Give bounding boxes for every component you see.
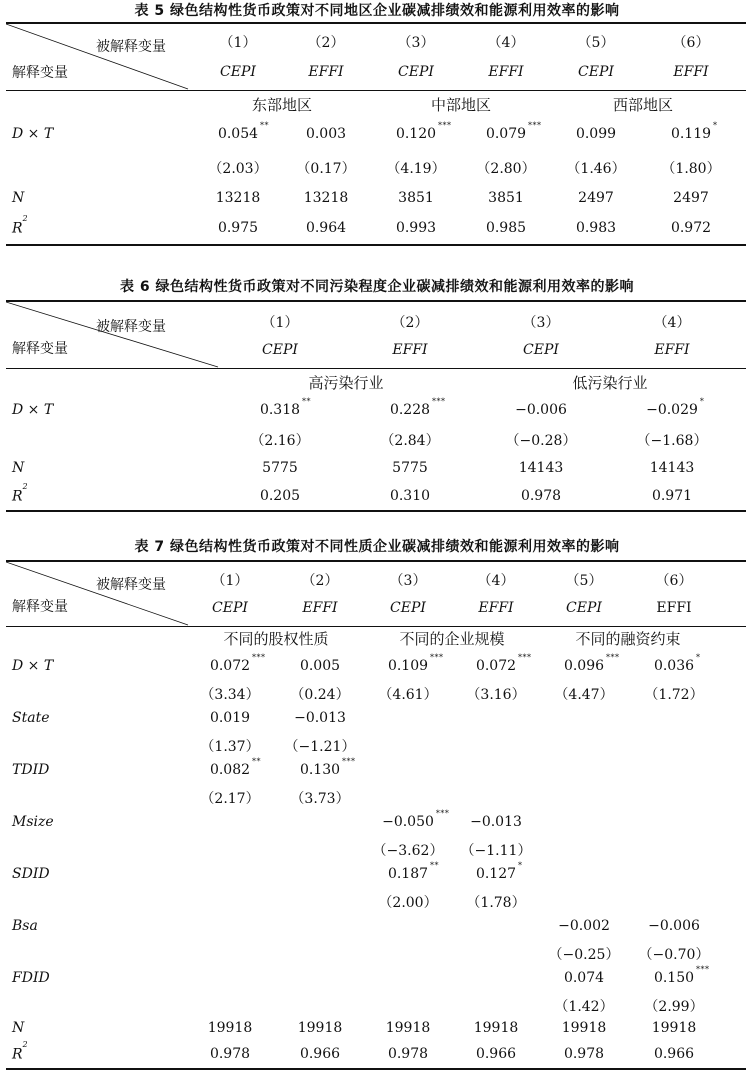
table7-msize-label: Msize: [12, 814, 54, 830]
table7-msize-value: −0.013: [470, 814, 522, 830]
table5-dt-value: 0.003: [305, 126, 347, 142]
table6-dt-label: D × T: [12, 402, 54, 418]
table7-bsa-value: −0.006: [648, 918, 700, 934]
table5-col-var: EFFI: [308, 64, 344, 80]
table5-r2-value: 0.983: [575, 220, 617, 236]
table5-n-value: 3851: [488, 190, 524, 206]
table7-sdid-value: 0.187 **: [387, 861, 440, 882]
table7-msize-tstat: （−1.11）: [460, 843, 532, 859]
table6-dt-tstat: （−1.68）: [636, 433, 708, 449]
table7-bsa-value: −0.002: [558, 918, 610, 934]
table6-col-var: EFFI: [392, 342, 428, 358]
table7-bsa-label: Bsa: [12, 918, 38, 934]
table5-explanatory-header: 解释变量: [12, 65, 68, 81]
table6-dt-value: 0.228 ***: [389, 397, 446, 418]
table7-r2-label: $R^2$: [12, 1040, 28, 1063]
table6-dt-tstat: （−0.28）: [505, 433, 577, 449]
table7-fdid-tstat: （1.42）: [554, 999, 614, 1015]
table5-r2-value: 0.975: [217, 220, 259, 236]
table5-col-num: （1）: [219, 35, 257, 51]
table5-dependent-header: 被解释变量: [96, 39, 166, 55]
table7-tdid-value: 0.130 ***: [299, 757, 356, 778]
table7-sdid-tstat: （1.78）: [466, 895, 526, 911]
table5: [6, 22, 746, 248]
table7-r2-value: 0.978: [387, 1046, 429, 1062]
table7-state-label: State: [12, 710, 50, 726]
table6-dt-value: 0.318 **: [259, 397, 312, 418]
table5-col-num: （4）: [487, 35, 525, 51]
table5-r2-label: $R^2$: [12, 214, 28, 237]
table5-r2-value: 0.972: [670, 220, 712, 236]
table7-col-num: （6）: [655, 573, 693, 589]
table7-col-num: （5）: [565, 573, 603, 589]
table7-tdid-tstat: （3.73）: [290, 791, 350, 807]
table5-bottom-rule: [6, 244, 746, 246]
table7-fdid-tstat: （2.99）: [644, 999, 704, 1015]
table7-sdid-tstat: （2.00）: [378, 895, 438, 911]
table7-dt-tstat: （3.16）: [466, 687, 526, 703]
table6-bottom-rule: [6, 510, 746, 512]
table6-r2-value: 0.978: [520, 488, 562, 504]
table7-col-var: EFFI: [656, 600, 692, 616]
table6-col-num: （3）: [522, 315, 560, 331]
table6-dt-tstat: （2.84）: [380, 433, 440, 449]
table5-group-label: 东部地区: [251, 96, 312, 114]
table7-col-var: CEPI: [390, 600, 426, 616]
table5-dt-tstat: （2.80）: [476, 161, 536, 177]
table5-dt-value: 0.054 **: [217, 121, 270, 142]
table6-n-value: 14143: [518, 460, 564, 476]
table5-r2-value: 0.964: [305, 220, 347, 236]
table5-dt-value: 0.099: [575, 126, 617, 142]
table7-tdid-value: 0.082 **: [209, 757, 262, 778]
table5-col-num: （6）: [672, 35, 710, 51]
table7-n-value: 19918: [207, 1020, 253, 1036]
table5-dt-tstat: （0.17）: [296, 161, 356, 177]
table5-col-var: CEPI: [398, 64, 434, 80]
table7-dt-tstat: （4.61）: [378, 687, 438, 703]
table5-dt-tstat: （1.46）: [566, 161, 626, 177]
table6-dt-value: −0.006: [515, 402, 567, 418]
table7-col-var: EFFI: [302, 600, 338, 616]
table7-dt-tstat: （1.72）: [644, 687, 704, 703]
table7-bottom-rule: [6, 1068, 746, 1070]
table7-group-label: 不同的股权性质: [223, 630, 329, 648]
table5-n-value: 13218: [303, 190, 349, 206]
table7-col-num: （3）: [389, 573, 427, 589]
table7-dt-value: 0.005: [299, 658, 341, 674]
table5-dt-tstat: （4.19）: [386, 161, 446, 177]
table7-bsa-tstat: （−0.70）: [638, 947, 710, 963]
table5-col-num: （3）: [397, 35, 435, 51]
table7-header-rule: [6, 626, 746, 627]
table6-n-value: 5775: [262, 460, 298, 476]
table7-col-num: （1）: [211, 573, 249, 589]
table7-sdid-value: 0.127 *: [475, 861, 523, 882]
table7-col-num: （2）: [301, 573, 339, 589]
table7-dt-value: 0.096 ***: [563, 653, 620, 674]
table6-r2-label: $R^2$: [12, 482, 28, 505]
table6-n-value: 5775: [392, 460, 428, 476]
table7-col-var: CEPI: [212, 600, 248, 616]
table7-state-tstat: （−1.21）: [284, 739, 356, 755]
table6-header-rule: [6, 368, 746, 369]
table5-n-value: 2497: [673, 190, 709, 206]
table6-dt-value: −0.029 *: [646, 397, 705, 418]
table6-dependent-header: 被解释变量: [96, 319, 166, 335]
table6-dt-tstat: （2.16）: [250, 433, 310, 449]
table7-group-label: 不同的企业规模: [399, 630, 505, 648]
table7-state-value: 0.019: [209, 710, 251, 726]
table7-caption: 表 7 绿色结构性货币政策对不同性质企业碳减排绩效和能源利用效率的影响: [134, 539, 620, 555]
table5-group-label: 中部地区: [430, 96, 491, 114]
table5-col-num: （2）: [307, 35, 345, 51]
table5-n-value: 13218: [215, 190, 261, 206]
table5-n-value: 3851: [398, 190, 434, 206]
table7-fdid-value: 0.074: [563, 970, 605, 986]
table5-col-var: EFFI: [673, 64, 709, 80]
table7-dt-value: 0.072 ***: [209, 653, 266, 674]
table5-group-label: 西部地区: [612, 96, 673, 114]
table7-dt-tstat: （0.24）: [290, 687, 350, 703]
table7-sdid-label: SDID: [12, 866, 50, 882]
table7-n-value: 19918: [561, 1020, 607, 1036]
table7-fdid-label: FDID: [12, 970, 50, 986]
table7-n-value: 19918: [385, 1020, 431, 1036]
table6: [6, 300, 746, 514]
table6-r2-value: 0.205: [259, 488, 301, 504]
table6-n-label: N: [12, 460, 25, 476]
table6-caption: 表 6 绿色结构性货币政策对不同污染程度企业碳减排绩效和能源利用效率的影响: [120, 279, 634, 295]
table7-dt-value: 0.109 ***: [387, 653, 444, 674]
table6-n-value: 14143: [649, 460, 695, 476]
table7-state-tstat: （1.37）: [200, 739, 260, 755]
table7-col-num: （4）: [477, 573, 515, 589]
table5-caption: 表 5 绿色结构性货币政策对不同地区企业碳减排绩效和能源利用效率的影响: [134, 3, 620, 19]
table6-col-num: （1）: [261, 315, 299, 331]
table6-col-var: CEPI: [262, 342, 298, 358]
table5-col-var: EFFI: [488, 64, 524, 80]
table6-r2-value: 0.310: [389, 488, 431, 504]
table6-col-num: （4）: [653, 315, 691, 331]
table6-col-var: CEPI: [523, 342, 559, 358]
table6-explanatory-header: 解释变量: [12, 341, 68, 357]
table5-col-var: CEPI: [578, 64, 614, 80]
table6-group-label: 高污染行业: [308, 374, 384, 392]
table5-dt-value: 0.120 ***: [395, 121, 452, 142]
table5-n-value: 2497: [578, 190, 614, 206]
table7-r2-value: 0.966: [653, 1046, 695, 1062]
table7-r2-value: 0.978: [209, 1046, 251, 1062]
table7-dependent-header: 被解释变量: [96, 577, 166, 593]
table5-dt-value: 0.119 *: [670, 121, 718, 142]
table7-r2-value: 0.978: [563, 1046, 605, 1062]
table5-n-label: N: [12, 190, 25, 206]
table7-dt-value: 0.072 ***: [475, 653, 532, 674]
table7-msize-tstat: （−3.62）: [372, 843, 444, 859]
table7-tdid-label: TDID: [12, 762, 50, 778]
table7: [6, 560, 746, 1072]
table5-header-rule: [6, 90, 746, 91]
table6-group-label: 低污染行业: [572, 374, 648, 392]
table7-explanatory-header: 解释变量: [12, 599, 68, 615]
table5-col-var: CEPI: [220, 64, 256, 80]
table7-r2-value: 0.966: [475, 1046, 517, 1062]
table5-r2-value: 0.993: [395, 220, 437, 236]
table5-dt-tstat: （1.80）: [661, 161, 721, 177]
table7-dt-tstat: （3.34）: [200, 687, 260, 703]
table5-dt-value: 0.079 ***: [485, 121, 542, 142]
table7-dt-label: D × T: [12, 658, 54, 674]
table6-col-var: EFFI: [654, 342, 690, 358]
table7-state-value: −0.013: [294, 710, 346, 726]
table7-n-value: 19918: [651, 1020, 697, 1036]
table7-n-value: 19918: [473, 1020, 519, 1036]
table6-r2-value: 0.971: [651, 488, 693, 504]
table5-r2-value: 0.985: [485, 220, 527, 236]
table7-dt-value: 0.036 *: [653, 653, 701, 674]
table7-group-label: 不同的融资约束: [575, 630, 681, 648]
table7-tdid-tstat: （2.17）: [200, 791, 260, 807]
table6-col-num: （2）: [391, 315, 429, 331]
table7-n-label: N: [12, 1020, 25, 1036]
table7-r2-value: 0.966: [299, 1046, 341, 1062]
table5-col-num: （5）: [577, 35, 615, 51]
table7-fdid-value: 0.150 ***: [653, 965, 710, 986]
table7-col-var: EFFI: [478, 600, 514, 616]
table5-dt-tstat: （2.03）: [208, 161, 268, 177]
table7-col-var: CEPI: [566, 600, 602, 616]
table7-dt-tstat: （4.47）: [554, 687, 614, 703]
table7-bsa-tstat: （−0.25）: [548, 947, 620, 963]
table7-n-value: 19918: [297, 1020, 343, 1036]
table7-msize-value: −0.050 ***: [382, 809, 450, 830]
table5-dt-label: D × T: [12, 126, 54, 142]
